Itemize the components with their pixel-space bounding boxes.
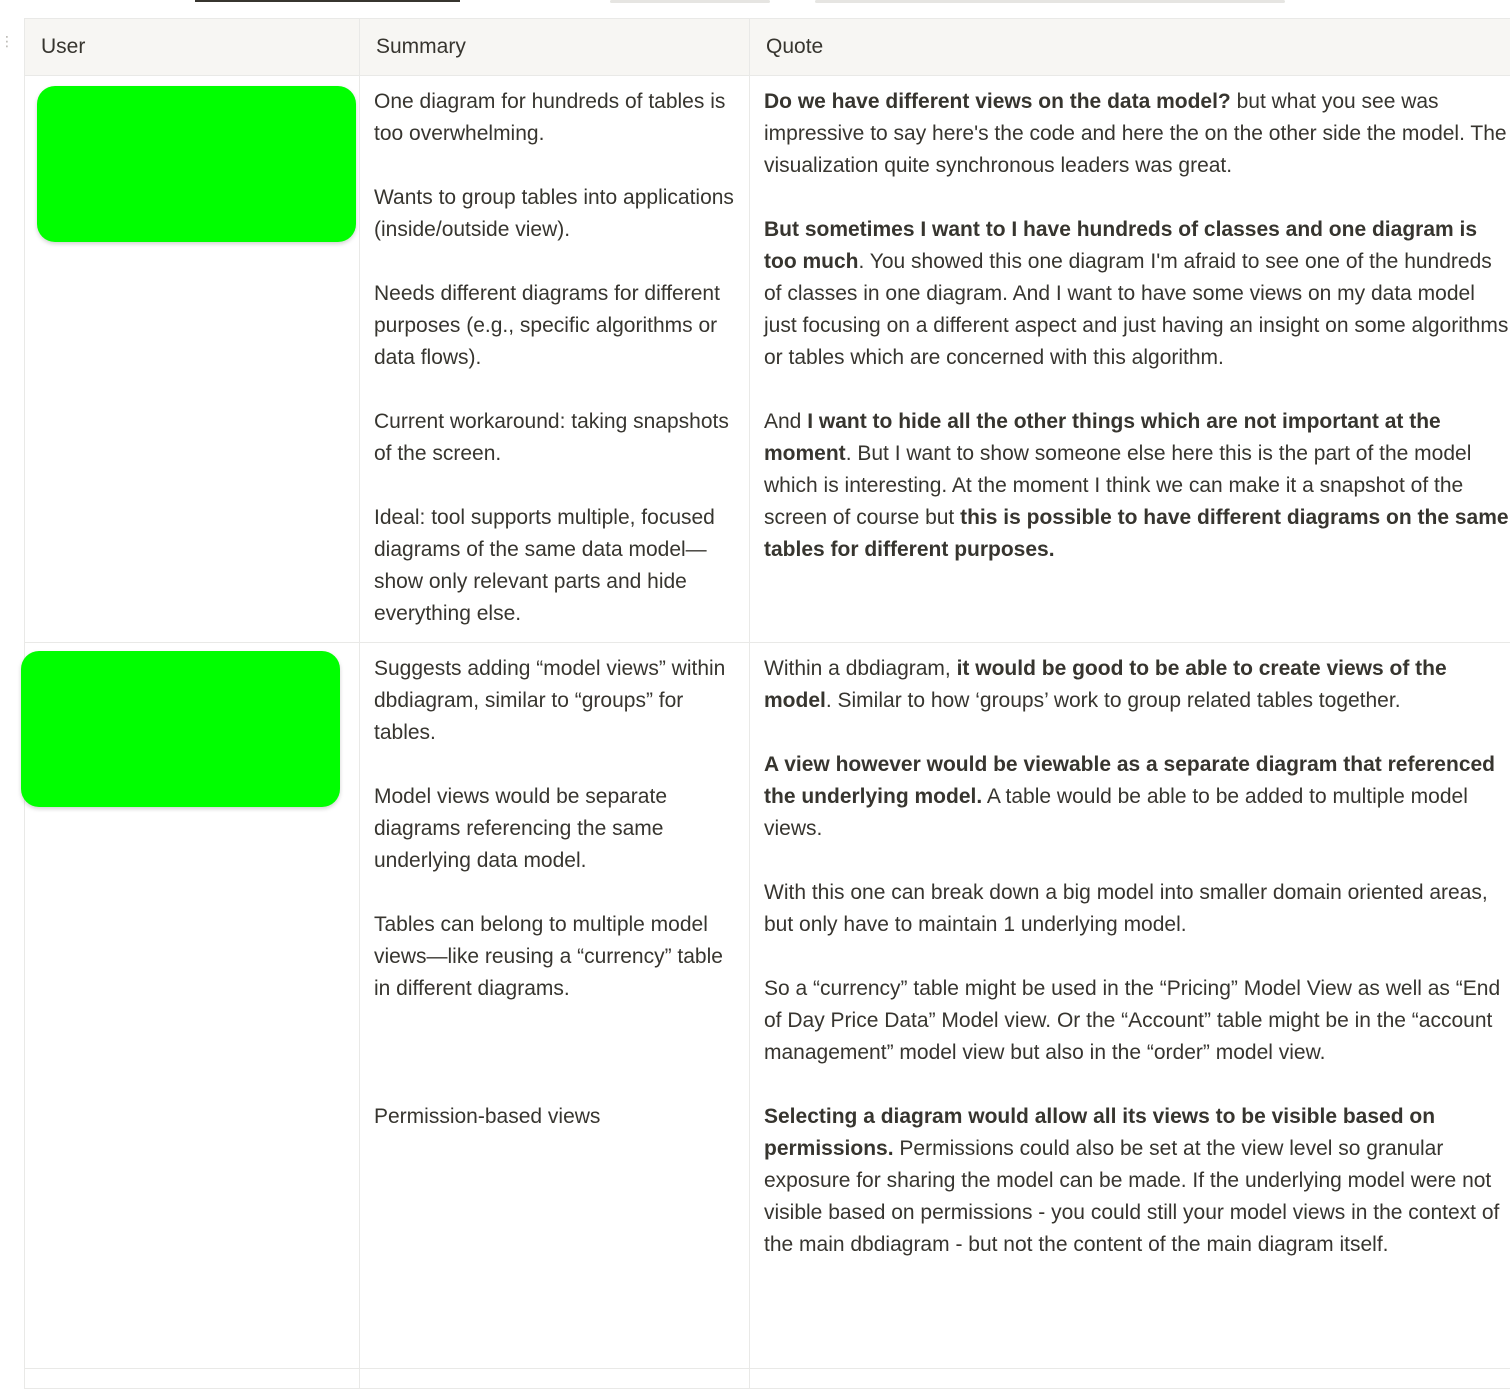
summary-paragraph: Tables can belong to multiple model views—like reusing a “currency” table in different diagrams. (374, 909, 735, 1005)
redacted-user-block (37, 86, 356, 242)
quote-paragraph (764, 749, 1510, 845)
quote-cell[interactable] (750, 1369, 1510, 1389)
quote-paragraph (764, 973, 1510, 1069)
quote-text: but what you see was impressive to say here's the code and here the on the other side the model. The visualization quite synchronous leaders was great. (764, 90, 1507, 177)
summary-paragraph: One diagram for hundreds of tables is too overwhelming. (374, 86, 735, 150)
quote-paragraph (764, 1101, 1510, 1261)
quote-bold-text: But sometimes I want to I have hundreds of classes and one diagram is too much (764, 218, 1477, 273)
column-header-label: User (41, 35, 85, 58)
database-table (24, 18, 1510, 1389)
quote-cell[interactable] (750, 76, 1510, 643)
blurred-view-tabs (610, 0, 770, 3)
table-row[interactable] (25, 643, 1510, 1369)
quote-cell[interactable] (750, 643, 1510, 1369)
quote-text: . Similar to how ‘groups’ work to group related tables together. (826, 689, 1401, 712)
summary-cell[interactable] (360, 1369, 750, 1389)
quote-paragraph (764, 653, 1510, 717)
quote-paragraph (764, 86, 1510, 182)
column-header-summary[interactable] (360, 19, 750, 76)
quote-text: So a “currency” table might be used in the “Pricing” Model View as well as “End of Day Price Data” Model view. Or the “Account” table might be in the “account management” model view but also in the “order” model view. (764, 977, 1500, 1064)
summary-paragraph: Current workaround: taking snapshots of the screen. (374, 406, 735, 470)
header-row (25, 19, 1510, 76)
quote-paragraph (764, 877, 1510, 941)
summary-spacer (374, 1037, 735, 1101)
summary-paragraph: Ideal: tool supports multiple, focused diagrams of the same data model—show only relevant parts and hide everything else. (374, 502, 735, 630)
quote-text: Within a dbdiagram, (764, 657, 957, 680)
quote-bold-text: A view however would be viewable as a separate diagram that referenced the underlying model. (764, 753, 1495, 808)
quote-paragraph (764, 214, 1510, 374)
summary-cell[interactable] (360, 643, 750, 1369)
quote-text: A table would be able to be added to multiple model views. (764, 785, 1468, 840)
quote-text: . You showed this one diagram I'm afraid to see one of the hundreds of classes in one diagram. And I want to have some views on my data model just focusing on a different aspect and just having an insight on some algorithms or tables which are concerned with this algorithm. (764, 250, 1508, 369)
column-header-label: Quote (766, 35, 823, 58)
table-row[interactable] (25, 76, 1510, 643)
user-cell[interactable] (25, 76, 360, 643)
summary-paragraph: Suggests adding “model views” within dbdiagram, similar to “groups” for tables. (374, 653, 735, 749)
quote-text: With this one can break down a big model into smaller domain oriented areas, but only have to maintain 1 underlying model. (764, 881, 1488, 936)
table-row[interactable] (25, 1369, 1510, 1389)
quote-bold-text: this is possible to have different diagrams on the same tables for different purposes. (764, 506, 1509, 561)
quote-text: . But I want to show someone else here this is the part of the model which is interesting. At the moment I think we can make it a snapshot of the screen of course but (764, 442, 1471, 529)
blurred-view-tabs (815, 0, 1285, 3)
quote-text: And (764, 410, 807, 433)
column-header-label: Summary (376, 35, 466, 58)
user-cell[interactable] (25, 643, 360, 1369)
quote-text: Permissions could also be set at the view level so granular exposure for sharing the model can be made. If the underlying model were not visible based on permissions - you could still your model views in the context of the main dbdiagram - but not the content of the main diagram itself. (764, 1137, 1499, 1256)
drag-handle-icon[interactable]: ⋮ (0, 37, 6, 45)
quote-bold-text: it would be good to be able to create views of the model (764, 657, 1447, 712)
top-scroll-edge (0, 0, 1510, 6)
user-cell[interactable] (25, 1369, 360, 1389)
quote-bold-text: Do we have different views on the data model? (764, 90, 1231, 113)
quote-paragraph (764, 406, 1510, 566)
summary-paragraph: Wants to group tables into applications (inside/outside view). (374, 182, 735, 246)
summary-cell[interactable] (360, 76, 750, 643)
summary-paragraph: Model views would be separate diagrams referencing the same underlying data model. (374, 781, 735, 877)
redacted-user-block (21, 651, 340, 807)
column-header-quote[interactable] (750, 19, 1510, 76)
quote-bold-text: Selecting a diagram would allow all its views to be visible based on permissions. (764, 1105, 1435, 1160)
active-view-underline (195, 0, 460, 2)
column-header-user[interactable] (25, 19, 360, 76)
quote-bold-text: I want to hide all the other things which are not important at the moment (764, 410, 1441, 465)
summary-paragraph: Needs different diagrams for different purposes (e.g., specific algorithms or data flows). (374, 278, 735, 374)
summary-paragraph: Permission-based views (374, 1101, 735, 1133)
